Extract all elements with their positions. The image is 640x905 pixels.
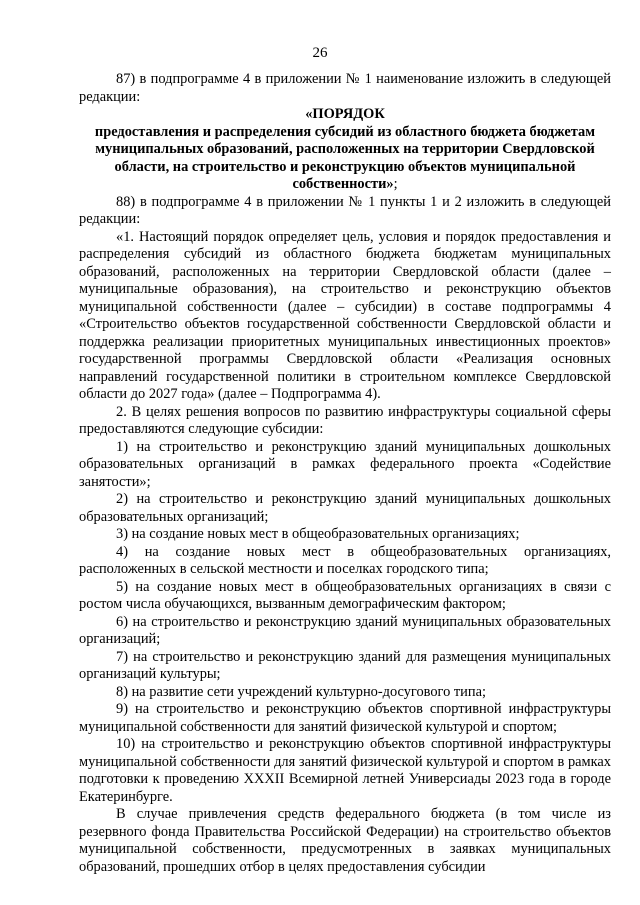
closing-paragraph: В случае привлечения средств федерального бюджета (в том числе из резервного фонда Правительства Российской Федерации) на строительство объектов муниципальной собственности, предусмотренных в заявках муниципальных образований, прошедших отбор в целях предоставления субсидии — [79, 806, 611, 875]
subclause-5: 5) на создание новых мест в общеобразовательных организациях в связи с ростом числа обучающихся, вызванным демографическим фактором; — [79, 578, 611, 612]
subclause-3: 3) на создание новых мест в общеобразовательных организациях; — [116, 526, 520, 542]
paragraph-88: 88) в подпрограмме 4 в приложении № 1 пункты 1 и 2 изложить в следующей редакции: — [79, 193, 611, 227]
order-title — [79, 106, 611, 194]
subclause-1: 1) на строительство и реконструкцию зданий муниципальных дошкольных образовательных организаций в рамках федерального проекта «Содействие занятости»; — [79, 438, 611, 490]
page-number: 26 — [312, 45, 328, 61]
order-title-heading: «ПОРЯДОК — [305, 106, 385, 122]
clause-2: 2. В целях решения вопросов по развитию инфраструктуры социальной сферы предоставляются следующие субсидии: — [79, 403, 611, 437]
order-title-suffix: ; — [393, 176, 398, 192]
subclause-9: 9) на строительство и реконструкцию объектов спортивной инфраструктуры муниципальной собственности для занятий физической культурой и спортом; — [79, 701, 611, 735]
subclause-10: 10) на строительство и реконструкцию объектов спортивной инфраструктуры муниципальной собственности для занятий физической культурой и спортом в рамках подготовки к проведению XXXII Всемирной летней Универсиады 2023 года в городе Екатеринбурге. — [79, 736, 611, 805]
document-body — [79, 71, 611, 876]
subclause-4: 4) на создание новых мест в общеобразовательных организациях, расположенных в сельской местности и поселках городского типа; — [79, 543, 611, 577]
subclause-8: 8) на развитие сети учреждений культурно-досугового типа; — [116, 683, 486, 700]
subclause-6: 6) на строительство и реконструкцию зданий муниципальных образовательных организаций; — [79, 613, 611, 647]
order-title-text: предоставления и распределения субсидий из областного бюджета бюджетам муниципальных образований, расположенных на территории Свердловской области, на строительство и реконструкцию объектов муниципальной собственности» — [94, 123, 596, 192]
subclause-7: 7) на строительство и реконструкцию зданий для размещения муниципальных организаций культуры; — [79, 648, 611, 682]
subclause-2: 2) на строительство и реконструкцию зданий муниципальных дошкольных образовательных организаций; — [79, 491, 611, 525]
paragraph-87: 87) в подпрограмме 4 в приложении № 1 наименование изложить в следующей редакции: — [79, 71, 611, 105]
clause-1: «1. Настоящий порядок определяет цель, условия и порядок предоставления и распределения субсидий из областного бюджета бюджетам муниципальных образований, расположенных на территории Свердловской области (далее – муниципальные образования), на строительство и реконструкцию объектов муниципальной собственности (далее – субсидии) в составе подпрограммы 4 «Строительство объектов государственной собственности Свердловской области и поддержка реализации приоритетных муниципальных инвестиционных проектов» государственной программы Свердловской области «Реализация основных направлений государственной политики в строительном комплексе Свердловской области до 2027 года» (далее – Подпрограмма 4). — [79, 228, 611, 402]
